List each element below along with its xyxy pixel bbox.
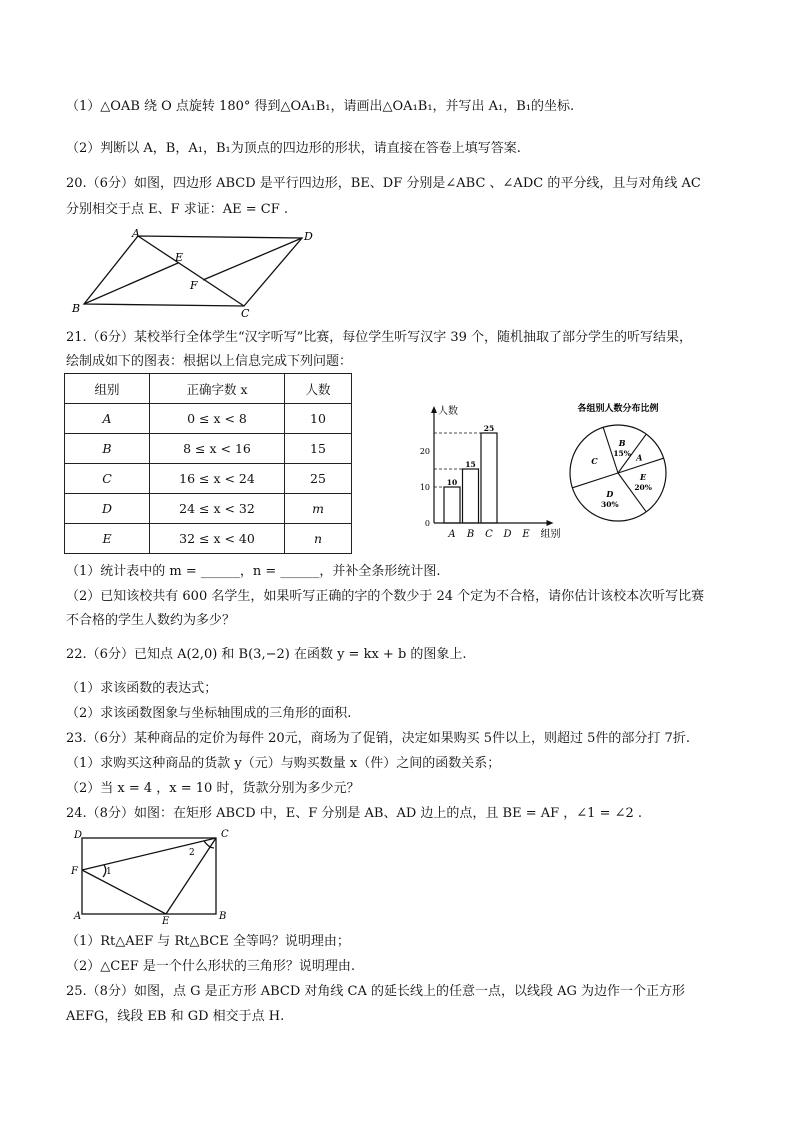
y-tick-label: 0 (424, 519, 430, 528)
slice-percent: 30% (601, 500, 619, 510)
q21-sub2-line2: 不合格的学生人数约为多少？ (66, 613, 236, 628)
x-tick-label: C (485, 529, 493, 540)
table-cell: 15 (285, 434, 352, 464)
q21-sub1: （1）统计表中的 m = ______，n = ______，并补全条形统计图. (66, 564, 441, 579)
table-cell: 8 ≤ x < 16 (150, 434, 285, 464)
label-E: E (175, 251, 184, 264)
q21-line1: 21.（6分）某校举行全体学生“汉字听写”比赛，每位学生听写汉字 39 个，随机抽取了部分学生的听写结果， (66, 330, 693, 345)
header-count: 人数 (285, 374, 352, 404)
label-D: D (74, 830, 83, 841)
label-E: E (162, 916, 170, 924)
rectangle-figure (66, 824, 246, 924)
q22-sub2: （2）求该函数图象与坐标轴围成的三角形的面积. (66, 706, 352, 721)
x-tick-label: B (466, 529, 475, 540)
q22-sub1: （1）求该函数的表达式； (66, 681, 218, 696)
x-axis-arrow (547, 520, 554, 526)
label-B: B (219, 911, 227, 922)
q21-line2: 绘制成如下的图表：根据以上信息完成下列问题： (66, 354, 353, 369)
label-B: B (72, 302, 81, 315)
stats-table (64, 373, 352, 554)
table-cell: A (65, 404, 150, 434)
label-D: D (304, 230, 313, 243)
q24-line1: 24.（8分）如图：在矩形 ABCD 中，E、F 分别是 AB、AD 边上的点，且 BE = AF ，∠1 = ∠2 . (66, 806, 643, 821)
table-cell: E (65, 524, 150, 554)
bar-value-label: 15 (465, 460, 476, 469)
table-cell: C (65, 464, 150, 494)
bar (481, 433, 497, 523)
pie-chart (560, 398, 680, 526)
table-cell: 16 ≤ x < 24 (150, 464, 285, 494)
y-axis-arrow (431, 406, 437, 413)
bar-value-label: 25 (483, 424, 495, 433)
q23-sub1: （1）求购买这种商品的货款 y（元）与购买数量 x（件）之间的函数关系； (66, 756, 501, 771)
label-F: F (71, 866, 78, 877)
q21-sub2-line1: （2）已知该校共有 600 名学生，如果听写正确的字的个数少于 24 个定为不合格，请你估计该校本次听写比赛 (66, 589, 705, 604)
header-group: 组别 (65, 374, 150, 404)
q25-line2: AEFG，线段 EB 和 GD 相交于点 H. (66, 1009, 285, 1024)
table-header-row (65, 374, 352, 404)
q24-sub2: （2）△CEF 是一个什么形状的三角形？说明理由. (66, 959, 355, 974)
table-cell: 25 (285, 464, 352, 494)
label-C: C (241, 307, 250, 318)
angle-2-label: 2 (189, 848, 195, 858)
table-cell: D (65, 494, 150, 524)
table-row (65, 464, 352, 494)
label-F: F (190, 279, 198, 292)
q19-part1: （1）△OAB 绕 O 点旋转 180° 得到△OA₁B₁，请画出△OA₁B₁，并写出 A₁，B₁的坐标. (66, 99, 575, 114)
q23-line1: 23.（6分）某种商品的定价为每件 20元，商场为了促销，决定如果购买 5件以上，则超过 5件的部分打 7折. (66, 731, 690, 746)
x-tick-label: D (503, 529, 512, 540)
bar-chart (410, 395, 570, 543)
slice-divider (572, 473, 618, 488)
table-row (65, 404, 352, 434)
x-tick-label: A (448, 529, 456, 540)
table-cell: m (285, 494, 352, 524)
q23-sub2: （2）当 x = 4 ，x = 10 时，货款分别为多少元？ (66, 781, 360, 796)
y-tick-label: 20 (419, 447, 430, 456)
slice-percent: 20% (634, 483, 652, 493)
q25-line1: 25.（8分）如图，点 G 是正方形 ABCD 对角线 CA 的延长线上的任意一点，以线段 AG 为边作一个正方形 (66, 984, 686, 999)
angle-1-label: 1 (106, 867, 112, 877)
x-axis-label: 组别 (540, 529, 561, 540)
table-row (65, 524, 352, 554)
y-axis-label: 人数 (438, 406, 458, 417)
q24-sub1: （1）Rt△AEF 与 Rt△BCE 全等吗？说明理由； (66, 934, 350, 949)
table-cell: 24 ≤ x < 32 (150, 494, 285, 524)
slice-label: B (618, 437, 626, 448)
q20-line2: 分别相交于点 E、F 求证：AE = CF . (66, 202, 289, 217)
table-row (65, 494, 352, 524)
q19-part2: （2）判断以 A，B，A₁，B₁为顶点的四边形的形状，请直接在答卷上填写答案. (66, 141, 521, 156)
q20-line1: 20.（6分）如图，四边形 ABCD 是平行四边形，BE、DF 分别是∠ABC 、∠ADC 的平分线，且与对角线 AC (66, 176, 701, 191)
label-A: A (132, 227, 140, 240)
y-tick-label: 10 (419, 483, 430, 492)
parallelogram-figure (66, 226, 326, 318)
slice-label: D (606, 489, 614, 500)
label-C: C (221, 829, 229, 840)
table-cell: 10 (285, 404, 352, 434)
pie-title: 各组别人数分布比例 (577, 404, 659, 414)
label-A: A (74, 911, 82, 922)
table-row (65, 434, 352, 464)
table-cell: 0 ≤ x < 8 (150, 404, 285, 434)
q22-line1: 22.（6分）已知点 A(2,0) 和 B(3,−2) 在函数 y = kx + b 的图象上. (66, 647, 467, 662)
slice-percent: 15% (613, 448, 631, 458)
header-range: 正确字数 x (150, 374, 285, 404)
x-tick-label: E (522, 529, 530, 540)
slice-label: C (591, 456, 598, 467)
bar (463, 469, 479, 523)
bar (444, 487, 460, 523)
table-cell: B (65, 434, 150, 464)
table-cell: n (285, 524, 352, 554)
bar-value-label: 10 (446, 478, 458, 487)
slice-label: E (640, 472, 647, 483)
table-cell: 32 ≤ x < 40 (150, 524, 285, 554)
slice-label: A (636, 452, 643, 463)
